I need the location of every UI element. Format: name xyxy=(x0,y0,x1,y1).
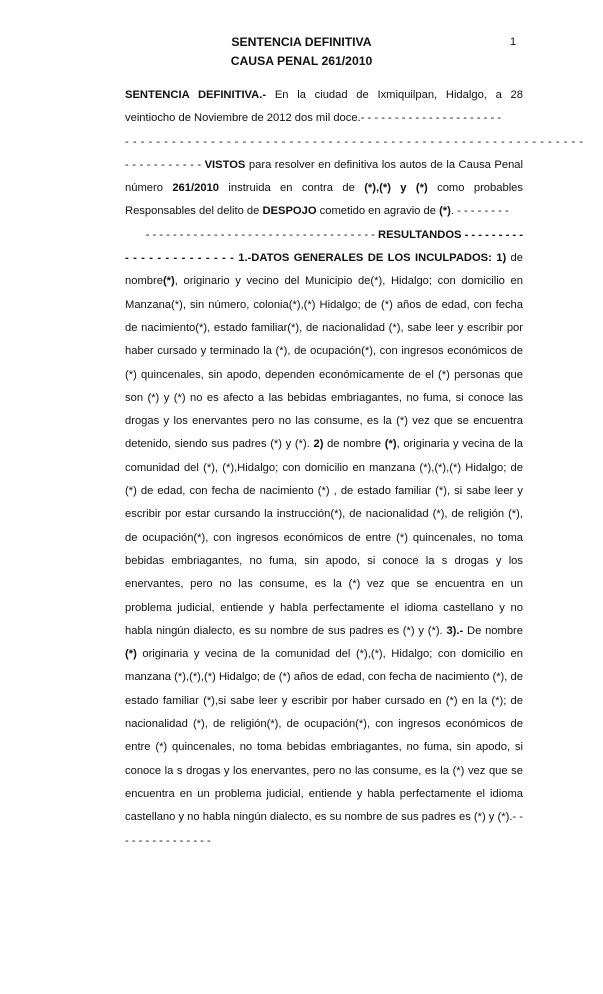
intro-paragraph xyxy=(125,84,523,131)
datos-text-6: originaria y vecina de la comunidad del (*),(*), Hidalgo; con domicilio en manzana (*),(*),(*) Hidalgo; de (*) años de edad, con fecha de nacimiento (*), de estado familiar (*),si sabe leer y escribir por haber cursado en (*) en la (*); de nacionalidad (*), de religión(*), de ocupación(*), con ingresos económicos de entre (*) quincenales, no toma bebidas embriagantes, no fuma, sin apodo, si conoce la s drogas y los enervantes, pero no las consume, es la (*) vez que se encuentra en un problema judicial, entiende y habla perfectamente el idioma castellano y no habla ningún dialecto, es su nombre de sus padres es (*) y (*).- - - - - - - - - - - - - - - xyxy=(125,648,523,847)
title-line-1: SENTENCIA DEFINITIVA xyxy=(231,35,372,49)
datos-text-5: De nombre xyxy=(463,624,523,637)
separator-line: - - - - - - - - - - - - - - - - - - - - - - - - - - - - - - - - - - - - - - - - - - - - - - - - - - - - - - - - - - - xyxy=(125,135,584,148)
datos-paragraph xyxy=(125,247,523,853)
vistos-text-4: cometido en agravio de xyxy=(316,205,440,218)
accused-placeholder: (*),(*) y (*) xyxy=(364,182,428,195)
document-body xyxy=(125,84,584,853)
title-line-2: CAUSA PENAL 261/2010 xyxy=(230,54,373,68)
causa-number: 261/2010 xyxy=(172,182,219,195)
datos-bold-1: (*) xyxy=(162,275,175,288)
datos-bold-2: 2) xyxy=(313,438,324,451)
datos-text-1: de nombre xyxy=(125,252,523,288)
vistos-text-1: para resolver en definitiva los autos de la Causa Penal número xyxy=(125,158,524,195)
delito-name: DESPOJO xyxy=(262,205,317,218)
datos-bold-3: (*) xyxy=(384,438,397,451)
datos-bold-5: (*) xyxy=(125,648,137,661)
page-number: 1 xyxy=(510,36,517,48)
vistos-text-3: como probables Responsables del delito de xyxy=(125,182,524,218)
vistos-paragraph xyxy=(125,154,523,224)
datos-dashes: - - - - - - - - - - - - - - xyxy=(125,252,239,265)
document-title xyxy=(0,33,603,71)
datos-heading: 1.-DATOS GENERALES DE LOS INCULPADOS: 1) xyxy=(238,252,507,265)
intro-text: En la ciudad de Ixmiquilpan, Hidalgo, a 28 veintiocho de Noviembre de 2012 dos mil doce.- - - - - - - - - - - - - - - - - - - - - xyxy=(125,89,524,125)
resultandos-heading: RESULTANDOS - - - - - - - - - xyxy=(378,228,523,241)
intro-lead: SENTENCIA DEFINITIVA.- xyxy=(125,89,267,101)
datos-text-3: de nombre xyxy=(323,438,385,451)
datos-text-4: , originaria y vecina de la comunidad del (*), (*),Hidalgo; con domicilio en manzana (*),(*),(*) Hidalgo; de (*) de edad, con fecha de nacimiento (*) , de estado familiar (*), si sabe leer y escribir por estar cursando la instrucción(*), de nacionalidad (*), de religión (*), de ocupación(*), con ingresos económicos de entre (*) quincenales, no toma bebidas embriagantes, no fuma, sin apodo, si conoce la s drogas y los enervantes, pero no las consume, es la (*) vez que se encuentra en un problema judicial, entiende y habla perfectamente el idioma castellano y no habla ningún dialecto, es su nombre de sus padres es (*) y (*). xyxy=(125,438,524,637)
datos-bold-4: 3).- xyxy=(446,624,464,637)
vistos-text-2: instruida en contra de xyxy=(219,182,365,195)
vistos-label: VISTOS xyxy=(204,158,246,171)
datos-text-2: , originario y vecino del Municipio de(*), Hidalgo; con domicilio en Manzana(*), sin número, colonia(*),(*) Hidalgo; de (*) años de edad, con fecha de nacimiento(*), estado familiar(*), de nacionalidad (*), sabe leer y escribir por haber cursado y terminado la (*), de ocupación(*), con ingresos económicos de (*) quincenales, sin apodo, dependen económicamente de el (*) personas que son (*) y (*) no es afecto a las bebidas embriagantes, no fuma, si conoce las drogas y los enervantes pero no las consume, es la (*) vez que se encuentra detenido, siendo sus padres (*) y (*). xyxy=(125,275,523,451)
vistos-dashes: - - - - - - - - - - - xyxy=(125,158,205,171)
vistos-text-5: . - - - - - - - - xyxy=(450,205,509,218)
resultandos-line xyxy=(125,224,523,247)
agraviado-placeholder: (*) xyxy=(439,205,451,218)
resultandos-dashes: - - - - - - - - - - - - - - - - - - - - - - - - - - - - - - - - - - xyxy=(145,228,378,241)
